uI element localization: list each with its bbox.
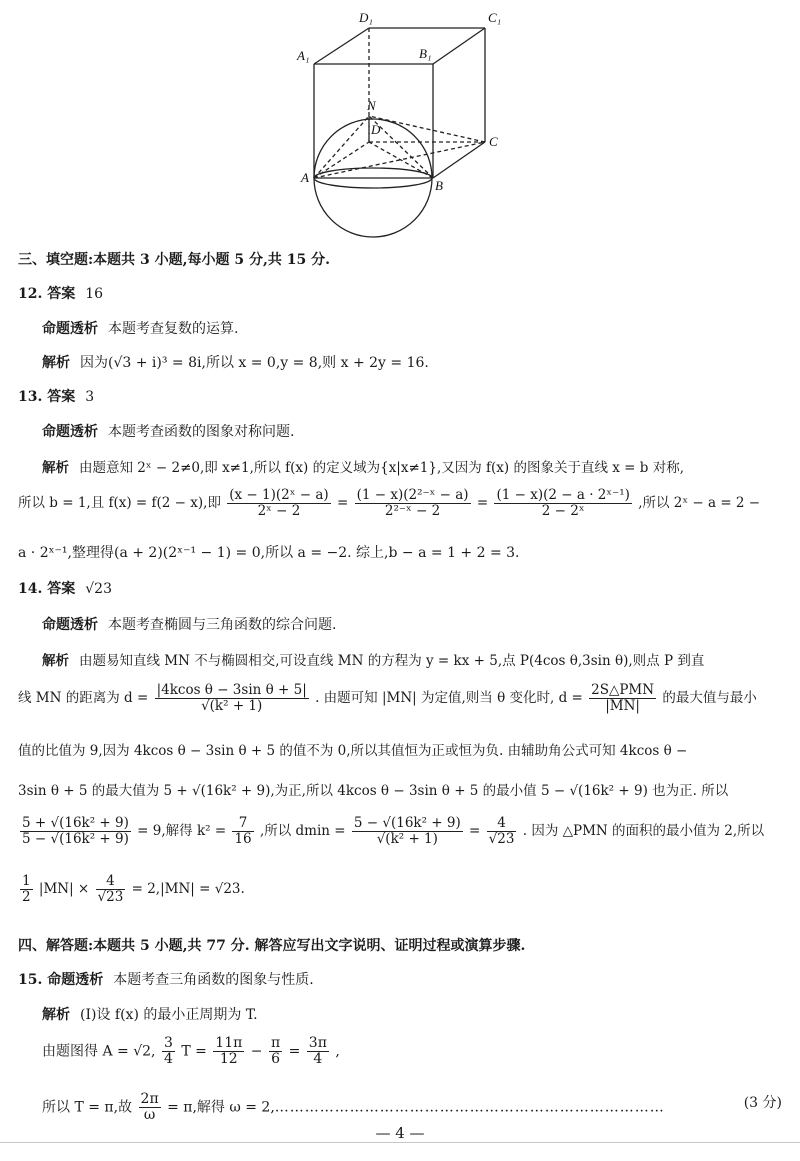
q14-solution-text2a: 线 MN 的距离为 d = [18, 690, 149, 706]
q14-value-den: √23 [488, 831, 515, 847]
label-N: N [367, 98, 376, 113]
q14-solution-line5 [18, 816, 788, 847]
q13-insight-text: 本题考查函数的图象对称问题. [108, 424, 295, 440]
q14-d-den: √(k² + 1) [201, 698, 263, 714]
q14-area-den: |MN| [605, 698, 640, 714]
q15-p2-num: π [270, 1035, 281, 1051]
label-C1: C₁ [488, 10, 502, 25]
q14-half-den: 2 [22, 889, 31, 905]
q12-solution [42, 352, 792, 374]
q12-insight-label: 命题透析 [42, 321, 98, 337]
q14-d-frac [155, 683, 309, 714]
q15-t-frac [162, 1036, 175, 1067]
q14-area-num: 2S△PMN [591, 682, 655, 698]
q15-line2e: , [335, 1043, 340, 1060]
q14-ratio-num: 5 + √(16k² + 9) [22, 815, 129, 831]
q14-ratio-den: 5 − √(16k² + 9) [22, 831, 129, 847]
q14-k-num: 7 [232, 816, 253, 832]
q14-ratio-frac [20, 816, 131, 847]
q13-frac3-num: (1 − x)(2 − a · 2ˣ⁻¹) [496, 487, 630, 503]
q13-answer-value: 3 [85, 389, 95, 405]
q12-solution-text: 因为(√3 + i)³ = 8i,所以 x = 0,y = 8,则 x + 2y = 16. [80, 355, 429, 371]
q14-solution-text2b: . 由题可知 |MN| 为定值,则当 θ 变化时, d = [315, 690, 583, 706]
q15-insight [18, 969, 788, 991]
q14-solution-text2c: 的最大值与最小 [662, 690, 757, 706]
q14-solution-line6 [18, 874, 788, 905]
q13-frac2 [355, 488, 471, 519]
q15-solution-line3 [42, 1092, 782, 1123]
section4-title: 四、解答题:本题共 5 小题,共 77 分. 解答应写出文字说明、证明过程或演算步骤. [18, 938, 526, 954]
q14-half-frac [20, 874, 33, 905]
q13-solution-text2a: 所以 b = 1,且 f(x) = f(2 − x),即 [18, 495, 221, 511]
q14-insight [42, 614, 792, 636]
section3-title: 三、填空题:本题共 3 小题,每小题 5 分,共 15 分. [18, 252, 330, 268]
q14-insight-text: 本题考查椭圆与三角函数的综合问题. [108, 617, 337, 633]
q14-w-frac [96, 874, 126, 905]
q14-half-num: 1 [22, 873, 31, 889]
q15-t-num: 3 [163, 1035, 173, 1051]
q12-answer-label: 12. 答案 [18, 286, 76, 302]
q13-solution-text1: 由题意知 2ˣ − 2≠0,即 x≠1,所以 f(x) 的定义域为{x|x≠1},又因为 f(x) 的图象关于直线 x = b 对称, [79, 460, 684, 476]
q15-p2-frac [269, 1036, 282, 1067]
cube-sphere-figure [285, 6, 525, 238]
q15-solution-line2 [42, 1036, 792, 1067]
q14-value-frac [487, 816, 517, 847]
q13-frac3-den: 2 − 2ˣ [541, 503, 585, 519]
q14-solution-text6b: = 2,|MN| = √23. [131, 881, 245, 897]
q15-insight-text: 本题考查三角函数的图象与性质. [113, 972, 314, 988]
q14-answer [18, 578, 788, 600]
q13-solution-text2b: ,所以 2ˣ − a = 2 − [638, 495, 761, 511]
q15-score: (3 分) [743, 1095, 782, 1111]
q14-solution-text5d: . 因为 △PMN 的面积的最小值为 2,所以 [522, 823, 765, 839]
q13-frac2-den: 2²⁻ˣ − 2 [384, 503, 441, 519]
label-A: A [301, 170, 309, 185]
q14-solution-line2 [18, 683, 788, 714]
q14-solution-line1 [42, 650, 792, 672]
q15-p3-frac [307, 1036, 329, 1067]
q14-value-num: 4 [487, 816, 517, 832]
q15-omega-den: ω [143, 1107, 156, 1123]
footer-divider [0, 1142, 800, 1143]
q15-p3-num: 3π [308, 1035, 327, 1051]
q15-p2-den: 6 [271, 1051, 281, 1067]
label-C: C [489, 134, 498, 149]
q15-line2b: T = [181, 1043, 207, 1060]
q15-line2a: 由题图得 A = √2, [42, 1043, 156, 1060]
q15-p3-den: 4 [313, 1051, 323, 1067]
page-number: — 4 — [375, 1124, 425, 1142]
q13-frac1-num: (x − 1)(2ˣ − a) [229, 487, 329, 503]
q15-t-den: 4 [163, 1051, 173, 1067]
q14-answer-label: 14. 答案 [18, 581, 76, 597]
q15-solution-part1 [42, 1004, 792, 1026]
q14-k-frac [232, 816, 253, 847]
q15-line3a: 所以 T = π,故 [42, 1099, 133, 1116]
q15-line3b: = π,解得 ω = 2, [167, 1099, 275, 1116]
q13-solution-line1 [42, 457, 792, 479]
q15-p1-frac [213, 1036, 244, 1067]
q15-dots: …………………………………………………………………… [274, 1099, 665, 1116]
q14-answer-value: √23 [85, 581, 112, 597]
q14-dmin-den: √(k² + 1) [376, 831, 438, 847]
q14-solution-text1: 由题易知直线 MN 不与椭圆相交,可设直线 MN 的方程为 y = kx + 5,点 P(4cos θ,3sin θ),则点 P 到直 [79, 653, 705, 669]
q14-solution-text6a: |MN| × [38, 881, 90, 897]
q12-insight-text: 本题考查复数的运算. [108, 321, 239, 337]
q14-solution-label: 解析 [42, 653, 69, 669]
q14-dmin-frac [352, 816, 463, 847]
cube-sphere-diagram [285, 6, 525, 238]
q12-answer-value: 16 [85, 286, 104, 302]
q12-insight [42, 318, 792, 340]
q12-answer [18, 283, 788, 305]
q14-w-num: 4 [96, 874, 126, 890]
q13-solution-line2: 所以 b = 1,且 f(x) = f(2 − x),即 $\frac{\text{(x − 1)(2ˣ − a)}}{\text{2ˣ − 2}}$ = $\frac{\text{(1 − x)(2²⁻ˣ − a)}}{\text{2²⁻ˣ − 2}}$ = $\frac{\text{(1 − x)(2 − a · 2ˣ⁻¹)}}{\text{2 − 2ˣ}}$ ,所以 2ˣ − a = 2 − [18, 487, 761, 519]
q14-area-frac [589, 683, 656, 714]
q14-solution-line4: 3sin θ + 5 的最大值为 5 + √(16k² + 9),为正,所以 4kcos θ − 3sin θ + 5 的最小值 5 − √(16k² + 9) 也为正. 所以 [18, 783, 729, 799]
q14-solution-line3: 值的比值为 9,因为 4kcos θ − 3sin θ + 5 的值不为 0,所以其值恒为正或恒为负. 由辅助角公式可知 4kcos θ − [18, 743, 688, 759]
q15-omega-num: 2π [140, 1091, 159, 1107]
q13-insight-label: 命题透析 [42, 424, 98, 440]
q13-insight [42, 421, 792, 443]
q14-solution-text5c: = [469, 823, 481, 839]
q14-d-num: |4kcos θ − 3sin θ + 5| [156, 682, 307, 698]
q15-p1-den: 12 [219, 1051, 238, 1067]
q14-solution-text5b: ,所以 dmin = [259, 823, 346, 839]
q14-w-den: √23 [97, 889, 124, 905]
q13-frac2-num: (1 − x)(2²⁻ˣ − a) [356, 487, 469, 503]
q15-solution-part1-text: (Ⅰ)设 f(x) 的最小正周期为 T. [80, 1007, 258, 1023]
q15-solution-label: 解析 [42, 1007, 70, 1023]
q15-line2d: = [288, 1043, 301, 1060]
q15-line2c: − [250, 1043, 263, 1060]
q14-dmin-num: 5 − √(16k² + 9) [353, 815, 461, 831]
q15-omega-frac [139, 1092, 161, 1123]
label-B1: B₁ [419, 46, 432, 61]
q15-p1-num: 11π [215, 1035, 243, 1051]
q12-solution-label: 解析 [42, 355, 70, 371]
q14-insight-label: 命题透析 [42, 617, 98, 633]
q13-solution-label: 解析 [42, 460, 69, 476]
label-D1: D₁ [359, 10, 373, 25]
label-A1: A₁ [297, 48, 310, 63]
q13-frac1-den: 2ˣ − 2 [257, 503, 301, 519]
q13-solution-line3: a · 2ˣ⁻¹,整理得(a + 2)(2ˣ⁻¹ − 1) = 0,所以 a = −2. 综上,b − a = 1 + 2 = 3. [18, 545, 520, 561]
q13-answer-label: 13. 答案 [18, 389, 76, 405]
label-D: D [371, 122, 381, 137]
q15-insight-label: 15. 命题透析 [18, 972, 104, 988]
q13-frac3 [494, 488, 631, 519]
q14-solution-text5a: = 9,解得 k² = [137, 823, 227, 839]
label-B: B [435, 178, 443, 193]
q14-k-den: 16 [234, 831, 252, 847]
q13-answer [18, 386, 788, 408]
q13-frac1 [227, 488, 330, 519]
